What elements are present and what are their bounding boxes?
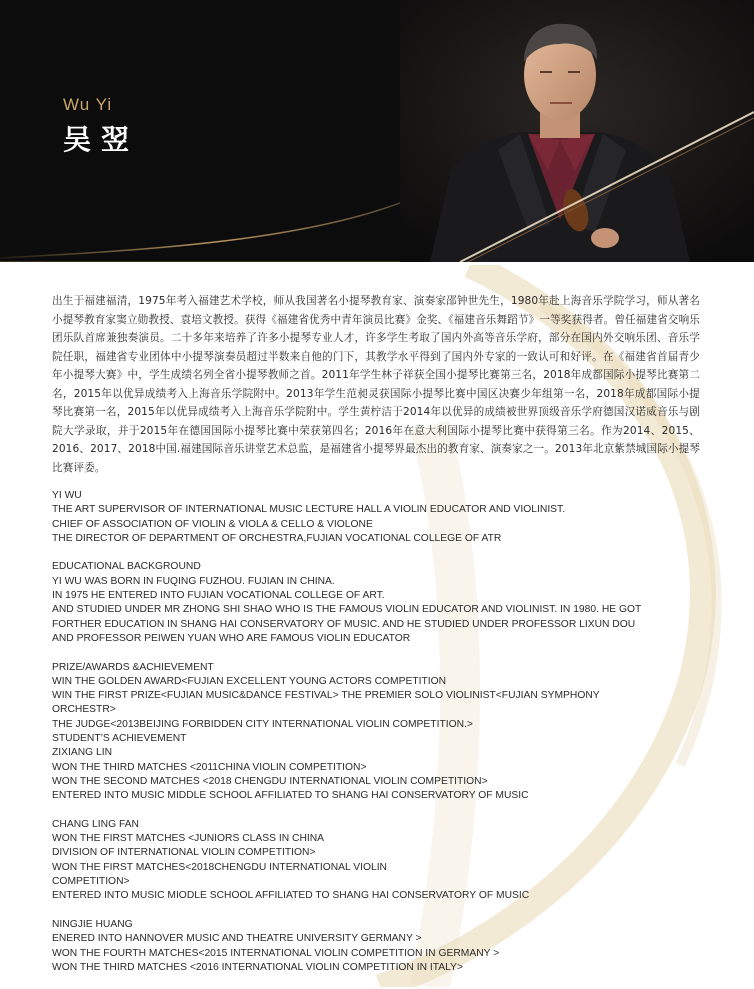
text-line: AND STUDIED UNDER MR ZHONG SHI SHAO WHO IS THE FAMOUS VIOLIN EDUCATOR AND VIOLINIST. IN 1980. HE GOT (52, 604, 642, 616)
text-line: WIN THE FIRST PRIZE<FUJIAN MUSIC&DANCE FESTIVAL> THE PREMIER SOLO VIOLINIST<FUJIAN SYMPHONY (52, 690, 600, 702)
name-chinese: 吴翌 (63, 123, 140, 156)
section-education (52, 560, 700, 646)
text-line: DIVISION OF INTERNATIONAL VIOLIN COMPETITION> (52, 847, 316, 859)
text-line: ENTERED INTO MUSIC MIDDLE SCHOOL AFFILIATED TO SHANG HAI CONSERVATORY OF MUSIC (52, 790, 529, 802)
text-line: CHIEF OF ASSOCIATION OF VIOLIN & VIOLA & CELLO & VIOLONE (52, 518, 373, 530)
section-awards (52, 661, 700, 804)
text-line: COMPETITION> (52, 876, 130, 888)
text-line: WON THE FOURTH MATCHES<2015 INTERNATIONAL VIOLIN COMPETITION IN GERMANY > (52, 947, 500, 959)
biography-english (52, 489, 700, 975)
text-line: AND PROFESSOR PEIWEN YUAN WHO ARE FAMOUS VIOLIN EDUCATOR (52, 632, 411, 644)
text-line: STUDENT’S ACHIEVEMENT (52, 733, 187, 745)
text-line: WON THE THIRD MATCHES <2011CHINA VIOLIN COMPETITION> (52, 761, 367, 773)
section-heading: EDUCATIONAL BACKGROUND (52, 561, 201, 573)
text-line: THE JUDGE<2013BEIJING FORBIDDEN CITY INTERNATIONAL VIOLIN COMPETITION.> (52, 718, 473, 730)
text-line: ENTERED INTO MUSIC MIODLE SCHOOL AFFILIATED TO SHANG HAI CONSERVATORY OF MUSIC (52, 890, 530, 902)
text-line: WIN THE GOLDEN AWARD<FUJIAN EXCELLENT YOUNG ACTORS COMPETITION (52, 675, 447, 687)
text-line: WON THE SECOND MATCHES <2018 CHENGDU INTERNATIONAL VIOLIN COMPETITION> (52, 775, 488, 787)
biography-chinese: 出生于福建福清，1975年考入福建艺术学校，师从我国著名小提琴教育家、演奏家邵钟世先生，1980年赴上海音乐学院学习，师从著名小提琴教育家窦立勋教授、袁培文教授。获得《福建省优秀中青年演员比赛》金奖、《福建音乐舞蹈节》一等奖获得者。曾任福建省交响乐团乐队首席兼独奏演员。二十多年来培养了许多小提琴专业人才，许多学生考取了国内外高等音乐学府，部分在国内外交响乐团、音乐学院任职，福建省专业团体中小提琴演奏员超过半数来自他的门下，其教学水平得到了国内外专家的一致认可和好评。在《福建省首届青少年小提琴大赛》中，学生成绩名列全省小提琴教师之首。2011年学生林子祥获全国小提琴比赛第三名，2018年成都国际小提琴比赛第二名，2015年以优异成绩考入上海音乐学院附中。2013年学生范昶灵获国际小提琴比赛中国区决赛少年组第一名，2018年成都国际小提琴比赛第一名，2015年以优异成绩考入上海音乐学院附中。学生黄柠洁于2014年以优异的成绩被世界顶级音乐学府德国汉诺威音乐与剧院大学录取，并于2015年在德国国际小提琴比赛中荣获第四名；2016年在意大利国际小提琴比赛中获得第三名。作为2014、2015、2016、2017、2018中国.福建国际音乐讲堂艺术总监，是福建省小提琴界最杰出的教育家、演奏家之一。2013年北京紫禁城国际小提琴比赛评委。 (52, 295, 700, 474)
text-line: WON THE FIRST MATCHES <JUNIORS CLASS IN CHINA (52, 833, 325, 845)
text-line: IN 1975 HE ENTERED INTO FUJIAN VOCATIONAL COLLEGE OF ART. (52, 590, 385, 602)
section-heading: PRIZE/AWARDS &ACHIEVEMENT (52, 661, 214, 673)
text-line: ZIXIANG LIN (52, 747, 113, 759)
biography-content (52, 292, 700, 989)
text-line: WON THE FIRST MATCHES<2018CHENGDU INTERNATIONAL VIOLIN (52, 861, 387, 873)
text-line: ORCHESTR> (52, 704, 116, 716)
text-line: FORTHER EDUCATION IN SHANG HAI CONSERVATORY OF MUSIC. AND HE STUDIED UNDER PROFESSOR LIXUN DOU (52, 618, 636, 630)
header-banner (0, 0, 754, 262)
section-title-block (52, 489, 700, 546)
student-name: NINGJIE HUANG (52, 918, 133, 930)
section-student-fan (52, 818, 700, 904)
section-student-huang (52, 918, 700, 975)
violinist-portrait (400, 0, 754, 262)
text-line: YI WU (52, 490, 82, 501)
text-line: WON THE THIRD MATCHES <2016 INTERNATIONAL VIOLIN COMPETITION IN ITALY> (52, 961, 463, 973)
text-line: ENERED INTO HANNOVER MUSIC AND THEATRE UNIVERSITY GERMANY > (52, 933, 422, 945)
text-line: YI WU WAS BORN IN FUQING FUZHOU. FUJIAN IN CHINA. (52, 575, 335, 587)
text-line: THE DIRECTOR OF DEPARTMENT OF ORCHESTRA,FUJIAN VOCATIONAL COLLEGE OF ATR (52, 532, 502, 544)
name-english: Wu Yi (63, 95, 113, 114)
student-name: CHANG LING FAN (52, 818, 139, 830)
text-line: THE ART SUPERVISOR OF INTERNATIONAL MUSIC LECTURE HALL A VIOLIN EDUCATOR AND VIOLINIST. (52, 504, 566, 516)
